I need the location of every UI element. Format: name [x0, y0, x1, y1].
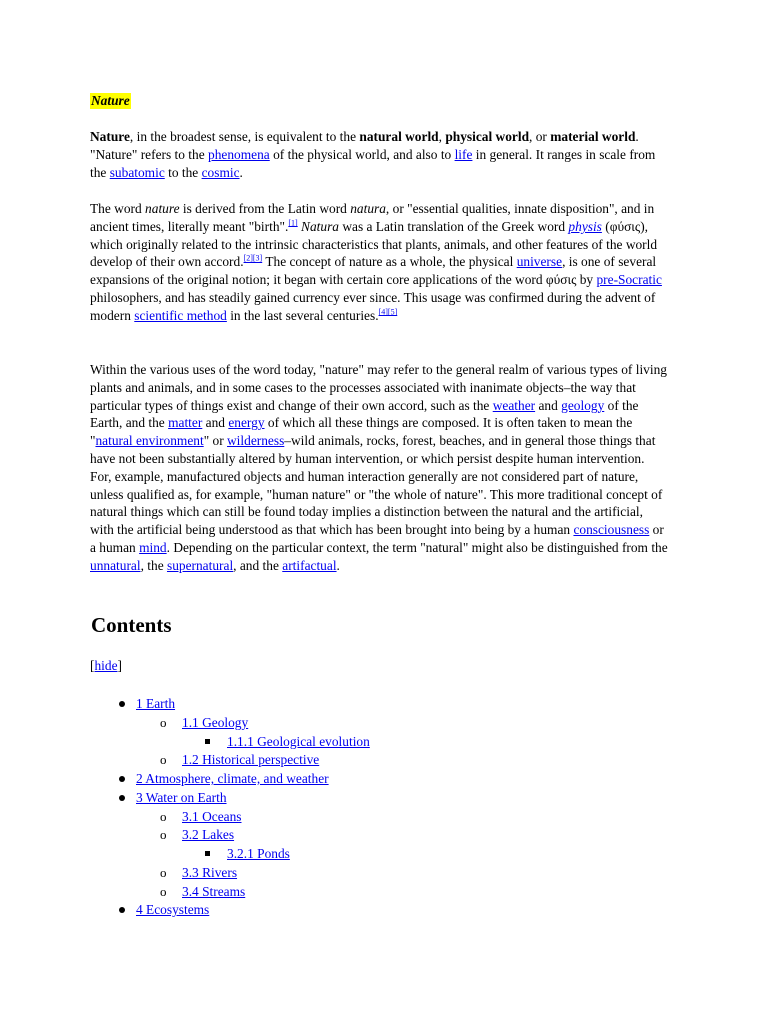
- text: of the physical world, and also to: [269, 146, 455, 162]
- text: or a human: [90, 522, 664, 555]
- text: and: [535, 397, 562, 413]
- text: of which all these things are composed. It is often taken to mean the ": [90, 415, 633, 449]
- link-wilderness[interactable]: wilderness: [227, 433, 285, 449]
- toc-item[interactable]: 3.2.1 Ponds: [227, 846, 290, 861]
- link-scientific-method[interactable]: scientific method: [134, 307, 227, 323]
- page-title: Nature: [91, 93, 130, 108]
- link-subatomic[interactable]: subatomic: [109, 164, 165, 180]
- link-artifactual[interactable]: artifactual: [282, 557, 337, 573]
- text: –wild animals, rocks, forest, beaches, and in general those things that have not been substantially altered by human intervention, or which persist despite human intervention. For, example, manufactured objects and human interaction generally are not considered part of nature, unless qualified as, for example, "human nature" or "the whole of nature". This more traditional concept of natural things which can still be found today implies a distinction between the natural and the artificial, with the artificial being understood as that which has been brought into being by a human: [90, 433, 663, 538]
- link-pre-socratic[interactable]: pre-Socratic: [596, 272, 662, 288]
- link-matter[interactable]: matter: [168, 415, 203, 431]
- reference-link-2-3[interactable]: [2][3]: [243, 253, 263, 263]
- text: (φύσις), which originally related to the intrinsic characteristics that plants, animals, and other features of the world develop of their own accord.: [90, 218, 658, 270]
- reference-link-1[interactable]: [1]: [288, 218, 298, 228]
- toc-item[interactable]: 1.2 Historical perspective: [182, 752, 320, 768]
- bullet-disc-icon: [119, 776, 125, 782]
- text: . Depending on the particular context, the term "natural" might also be distinguished from the: [166, 539, 668, 555]
- text: philosophers, and has steadily gained currency ever since. This usage was confirmed during the advent of modern: [90, 289, 656, 323]
- toc-item[interactable]: 1.1.1 Geological evolution: [227, 733, 370, 749]
- bullet-circle-icon: o: [160, 864, 167, 880]
- link-cosmic[interactable]: cosmic: [201, 164, 240, 180]
- text: in the last several centuries.: [226, 307, 379, 323]
- text: The concept of nature as a whole, the physical: [262, 254, 517, 270]
- bullet-circle-icon: o: [160, 714, 167, 730]
- toc-item[interactable]: 1.1 Geology: [182, 714, 249, 730]
- italic-nature: nature: [145, 201, 180, 216]
- toc-toggle: [90, 657, 122, 675]
- link-unnatural[interactable]: unnatural: [90, 557, 141, 573]
- term-nature: Nature: [90, 129, 130, 144]
- link-life[interactable]: life: [454, 146, 473, 162]
- intro-paragraph: [90, 128, 668, 181]
- text: Within the various uses of the word today, "nature" may refer to the general realm of various types of living plants and animals, and in some cases to the processes associated with inanimate objects–the way that particular types of things exist and change of their own accord, such as the: [90, 362, 667, 413]
- usage-paragraph: [90, 361, 668, 575]
- text: .: [336, 557, 340, 573]
- toc-item[interactable]: 3 Water on Earth: [136, 789, 227, 805]
- term-natural-world: natural world: [359, 129, 439, 144]
- link-energy[interactable]: energy: [228, 415, 265, 431]
- link-physis[interactable]: physis: [568, 218, 602, 234]
- bullet-circle-icon: o: [160, 883, 167, 899]
- bullet-disc-icon: [119, 701, 125, 707]
- link-weather[interactable]: weather: [492, 397, 536, 413]
- bracket-close: ]: [117, 658, 122, 673]
- etymology-paragraph: [90, 200, 668, 325]
- text: in general. It ranges in scale from the: [90, 146, 656, 180]
- text: was a Latin translation of the Greek word: [338, 218, 569, 234]
- link-natural-environment[interactable]: natural environment: [95, 433, 204, 449]
- bullet-disc-icon: [119, 795, 125, 801]
- text: . "Nature" refers to the: [90, 129, 639, 162]
- text: .: [239, 164, 243, 180]
- link-supernatural[interactable]: supernatural: [166, 557, 234, 573]
- link-consciousness[interactable]: consciousness: [573, 522, 650, 538]
- toc-item[interactable]: 3.1 Oceans: [182, 808, 242, 824]
- text: ,: [438, 129, 446, 144]
- text: is derived from the Latin word: [179, 201, 351, 216]
- italic-natura: natura: [350, 201, 386, 216]
- link-mind[interactable]: mind: [139, 539, 167, 555]
- text: The word: [90, 201, 146, 216]
- toc-item[interactable]: 2 Atmosphere, climate, and weather: [136, 771, 329, 786]
- link-universe[interactable]: universe: [516, 254, 563, 270]
- term-physical-world: physical world: [445, 129, 530, 144]
- bullet-disc-icon: [119, 907, 125, 913]
- link-geology[interactable]: geology: [561, 397, 605, 413]
- toc-item[interactable]: 1 Earth: [136, 696, 176, 711]
- link-phenomena[interactable]: phenomena: [208, 146, 270, 162]
- term-material-world: material world: [550, 129, 636, 144]
- toc-item[interactable]: 3.3 Rivers: [182, 864, 238, 880]
- reference-link-4-5[interactable]: [4][5]: [378, 307, 398, 317]
- text: and: [202, 415, 229, 431]
- text: to the: [164, 164, 202, 180]
- toc-item[interactable]: 3.2 Lakes: [182, 827, 235, 843]
- text: " or: [203, 433, 228, 449]
- bracket-open: [: [90, 658, 95, 673]
- bullet-circle-icon: o: [160, 808, 167, 824]
- toc-item[interactable]: 4 Ecosystems: [136, 902, 210, 918]
- text: , the: [140, 557, 167, 573]
- text: , or "essential qualities, innate disposition", and in ancient times, literally meant "birth".: [90, 201, 655, 234]
- italic-natura: Natura: [301, 218, 339, 234]
- text: , or: [529, 129, 551, 144]
- text: , is one of several expansions of the original notion; it began with certain core applications of the word φύσις by: [90, 254, 657, 288]
- toc-item[interactable]: 3.4 Streams: [182, 883, 246, 899]
- bullet-square-icon: [205, 851, 210, 856]
- text: , in the broadest sense, is equivalent to the: [129, 129, 360, 144]
- bullet-circle-icon: o: [160, 752, 167, 768]
- contents-heading: Contents: [91, 613, 172, 637]
- text: , and the: [233, 557, 283, 573]
- hide-toc-link[interactable]: hide: [94, 658, 118, 673]
- text: of the Earth, and the: [90, 397, 639, 431]
- bullet-circle-icon: o: [160, 827, 167, 843]
- bullet-square-icon: [205, 739, 210, 744]
